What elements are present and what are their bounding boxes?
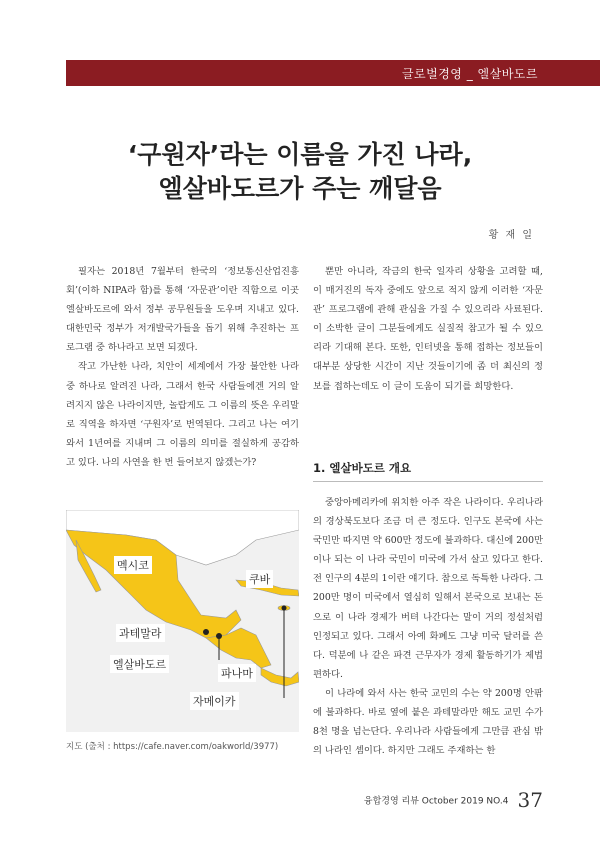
map-caption: 지도 (출처 : https://cafe.naver.com/oakworld/3977) — [66, 742, 279, 752]
title-line-2: 엘살바도르가 주는 깨달음 — [158, 174, 442, 203]
right-column-body — [313, 493, 543, 760]
left-paragraph-2: 작고 가난한 나라, 치안이 세계에서 가장 불안한 나라 중 하나로 알려진 나라, 그래서 한국 사람들에겐 거의 알려지지 않은 나라이지만, 놀랍게도 그 이름의 뜻은 우리말로 직역을 하자면 ‘구원자’로 번역된다. 그리고 나는 여기 와서 1년여를 지내며 그 이름의 의미를 절실하게 공감하고 있다. 나의 사연을 한 번 들어보지 않겠는가? — [66, 361, 299, 468]
right-column-intro — [313, 262, 543, 396]
map-label-guatemala: 과테말라 — [116, 624, 165, 642]
right-paragraph-2: 중앙아메리카에 위치한 아주 작은 나라이다. 우리나라의 경상북도보다 조금 더 큰 정도다. 인구도 본국에 사는 국민만 따지면 약 600만 정도에 불과하다. 대신에 200만이나 되는 이 나라 국민이 미국에 가서 살고 있다고 한다. 전 인구의 4분의 1이란 얘기다. 참으로 독특한 나라다. 그 200만 명이 미국에서 열심히 일해서 본국으로 보내는 돈으로 이 나라 경제가 버텨 나간다는 말이 거의 정설처럼 인정되고 있다. 그래서 아예 화폐도 그냥 미국 달러를 쓴다. 덕분에 나 같은 파견 근무자가 경제 활동하기가 제법 편하다. — [313, 497, 543, 680]
author-name: 황 재 일 — [488, 230, 534, 241]
map-label-panama: 파나마 — [218, 664, 256, 682]
section-divider — [313, 481, 543, 482]
map-label-mexico: 멕시코 — [114, 556, 152, 574]
map-label-jamaica: 자메이카 — [190, 692, 239, 710]
left-paragraph-1: 필자는 2018년 7월부터 한국의 ‘정보통신산업진흥회’(이하 NIPA라 함)를 통해 ‘자문관’이란 직함으로 이곳 엘살바도르에 와서 정부 공무원들을 도우며 지내고 있다. 대한민국 정부가 저개발국가들을 돕기 위해 추진하는 프로그램 중 하나라고 보면 되겠다. — [66, 266, 299, 354]
central-america-map — [66, 510, 299, 732]
map-label-el-salvador: 엘살바도르 — [110, 655, 169, 673]
map-label-cuba: 쿠바 — [246, 570, 273, 588]
right-paragraph-1: 뿐만 아니라, 작금의 한국 일자리 상황을 고려할 때, 이 매거진의 독자 중에도 앞으로 적지 않게 이러한 ‘자문관’ 프로그램에 관해 관심을 가질 수 있으리라 사료된다. 이 소박한 글이 그분들에게도 실질적 참고가 될 수 있으리라 기대해 본다. 또한, 인터넷을 통해 접하는 정보들이 대부분 상당한 시간이 지난 것들이기에 좀 더 최신의 정보를 접하는데도 이 글이 도움이 되기를 희망한다. — [313, 266, 543, 392]
page-number: 37 — [517, 788, 543, 812]
left-column — [66, 262, 299, 472]
publication-info: 융합경영 리뷰 October 2019 NO.4 — [363, 796, 509, 807]
map-graphic — [66, 510, 299, 732]
right-paragraph-3: 이 나라에 와서 사는 한국 교민의 수는 약 200명 안팎에 불과하다. 바로 옆에 붙은 과테말라만 해도 교민 수가 8천 명을 넘는단다. 우리나라 사람들에게 그만큼 관심 밖의 나라인 셈이다. 하지만 그래도 주재하는 한 — [313, 687, 543, 757]
guatemala-marker — [203, 629, 209, 635]
page-footer — [364, 788, 543, 812]
section-header-bar — [66, 60, 600, 86]
section-label: 글로벌경영 _ 엘살바도르 — [401, 67, 538, 81]
title-line-1: ‘구원자’라는 이름을 가진 나라, — [127, 140, 473, 169]
section-heading: 1. 엘살바도르 개요 — [313, 461, 412, 475]
article-title — [0, 138, 600, 206]
